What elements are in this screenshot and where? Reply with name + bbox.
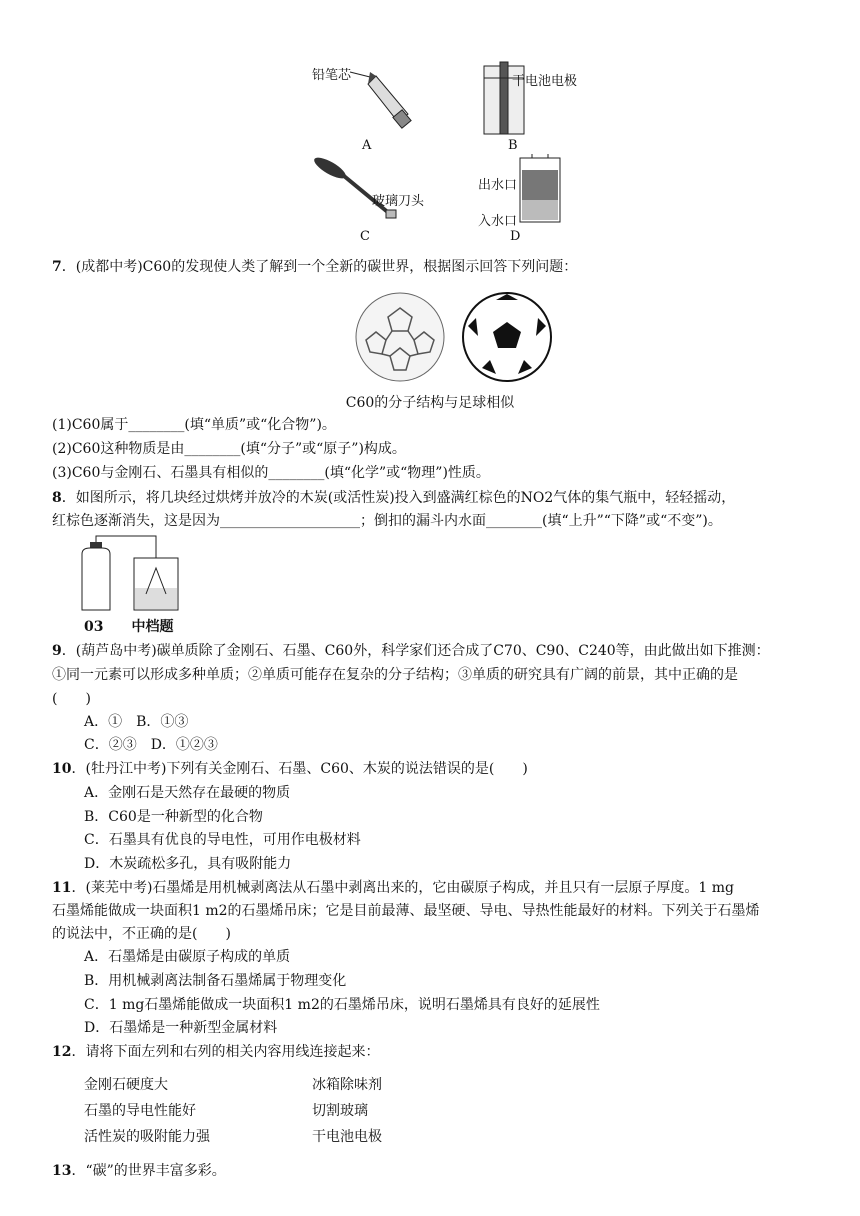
q10-number: 10 <box>52 761 72 777</box>
section-title: 中档题 <box>131 619 174 635</box>
q9-number: 9 <box>52 643 62 659</box>
label-water-outlet: 出水口 <box>478 178 518 193</box>
soccer-ball-icon <box>460 290 554 384</box>
q11-number: 11 <box>52 880 72 896</box>
q11-option-d: D．石墨烯是一种新型金属材料 <box>84 1020 278 1036</box>
q12-left-item-2: 石墨的导电性能好 <box>84 1103 196 1119</box>
q11-text1: (莱芜中考)石墨烯是用机械剥离法从石墨中剥离出来的，它由碳原子构成，并且只有一层原子厚度。1 mg <box>85 880 735 896</box>
q8-text1: 如图所示，将几块经过烘烤并放冷的木炭(或活性炭)投入到盛满红棕色的NO2气体的集气瓶中，轻轻摇动， <box>75 490 736 506</box>
figure-soccer-ball <box>460 290 554 384</box>
q11-option-c: C．1 mg石墨烯能做成一块面积1 m2的石墨烯吊床，说明石墨烯具有良好的延展性 <box>84 997 600 1013</box>
q11-line1: 11．(莱芜中考)石墨烯是用机械剥离法从石墨中剥离出来的，它由碳原子构成，并且只有一层原子厚度。1 mg <box>52 880 735 896</box>
c60-molecule-icon <box>352 290 448 384</box>
water-filter-icon <box>516 154 566 226</box>
q8-line2: 红棕色逐渐消失，这是因为____________________；倒扣的漏斗内水面________(填“上升”“下降”或“不变”)。 <box>52 513 722 529</box>
figure-letter-d: D <box>510 229 521 244</box>
q12-stem: 12．请将下面左列和右列的相关内容用线连接起来： <box>52 1044 380 1060</box>
q7-number: 7 <box>52 259 62 275</box>
q10-option-a: A．金刚石是天然存在最硬的物质 <box>84 785 291 801</box>
q12-stem-text: 请将下面左列和右列的相关内容用线连接起来： <box>85 1044 380 1060</box>
q7-figure-caption: C60的分子结构与足球相似 <box>345 395 515 411</box>
q13-stem: 13．“碳”的世界丰富多彩。 <box>52 1163 226 1179</box>
q12-right-item-2: 切割玻璃 <box>312 1103 368 1119</box>
q9-text1: (葫芦岛中考)碳单质除了金刚石、石墨、C60外，科学家们还合成了C70、C90、C240等，由此做出如下推测： <box>75 643 770 659</box>
figure-water-filter <box>516 154 566 226</box>
section-number: 03 <box>84 619 104 635</box>
label-pencil-lead: 铅笔芯 <box>312 68 352 83</box>
q12-left-item-1: 金刚石硬度大 <box>84 1077 168 1093</box>
label-water-inlet: 入水口 <box>478 214 518 229</box>
q12-right-item-1: 冰箱除味剂 <box>312 1077 382 1093</box>
q11-option-b: B．用机械剥离法制备石墨烯属于物理变化 <box>84 973 347 989</box>
figure-letter-c: C <box>360 229 370 244</box>
q12-left-item-3: 活性炭的吸附能力强 <box>84 1129 210 1145</box>
q8-line1: 8．如图所示，将几块经过烘烤并放冷的木炭(或活性炭)投入到盛满红棕色的NO2气体的集气瓶中，轻轻摇动， <box>52 490 736 506</box>
q12-number: 12 <box>52 1044 72 1060</box>
q8-number: 8 <box>52 490 62 506</box>
figure-c60-molecule <box>352 290 448 384</box>
q10-option-b: B．C60是一种新型的化合物 <box>84 809 263 825</box>
q9-options-ab: A．① B．①③ <box>84 714 189 730</box>
q9-line3: ( ) <box>52 691 91 707</box>
q7-stem: 7．(成都中考)C60的发现使人类了解到一个全新的碳世界，根据图示回答下列问题： <box>52 259 578 275</box>
q9-options-cd: C．②③ D．①②③ <box>84 737 218 753</box>
gas-jar-apparatus-icon <box>76 532 186 614</box>
section-header <box>84 616 810 638</box>
q9-line1: 9．(葫芦岛中考)碳单质除了金刚石、石墨、C60外，科学家们还合成了C70、C90、C240等，由此做出如下推测： <box>52 643 770 659</box>
q13-stem-text: “碳”的世界丰富多彩。 <box>85 1163 226 1179</box>
q7-part2: (2)C60这种物质是由________(填“分子”或“原子”)构成。 <box>52 441 406 457</box>
figure-letter-a: A <box>362 138 372 153</box>
q12-right-item-3: 干电池电极 <box>312 1129 382 1145</box>
figure-gas-jar-funnel <box>76 532 186 614</box>
q10-stem: 10．(牡丹江中考)下列有关金刚石、石墨、C60、木炭的说法错误的是( ) <box>52 761 528 777</box>
q11-line2: 石墨烯能做成一块面积1 m2的石墨烯吊床；它是目前最薄、最坚硬、导电、导热性能最好的材料。下列关于石墨烯 <box>52 903 760 919</box>
label-glass-cutter-head: 玻璃刀头 <box>372 194 425 209</box>
label-battery-electrode: 干电池电极 <box>512 74 578 89</box>
q10-option-c: C．石墨具有优良的导电性，可用作电极材料 <box>84 832 361 848</box>
q7-stem-text: (成都中考)C60的发现使人类了解到一个全新的碳世界，根据图示回答下列问题： <box>75 259 578 275</box>
q11-line3: 的说法中，不正确的是( ) <box>52 926 231 942</box>
q9-line2: ①同一元素可以形成多种单质；②单质可能存在复杂的分子结构；③单质的研究具有广阔的前景，其中正确的是 <box>52 667 738 683</box>
q13-number: 13 <box>52 1163 72 1179</box>
q11-option-a: A．石墨烯是由碳原子构成的单质 <box>84 949 291 965</box>
figure-letter-b: B <box>508 138 518 153</box>
q10-option-d: D．木炭疏松多孔，具有吸附能力 <box>84 856 292 872</box>
q10-stem-text: (牡丹江中考)下列有关金刚石、石墨、C60、木炭的说法错误的是( ) <box>85 761 528 777</box>
q7-part1: (1)C60属于________(填“单质”或“化合物”)。 <box>52 417 336 433</box>
q7-part3: (3)C60与金刚石、石墨具有相似的________(填“化学”或“物理”)性质。 <box>52 465 490 481</box>
